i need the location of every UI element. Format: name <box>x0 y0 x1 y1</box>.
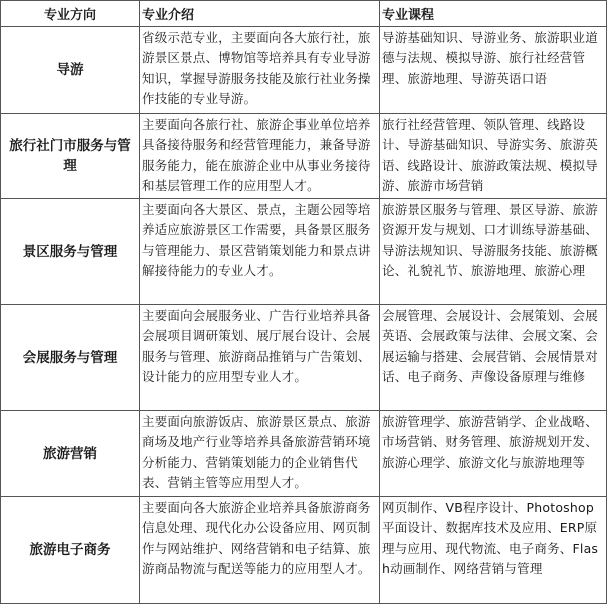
major-courses: 旅游景区服务与管理、景区导游、旅游资源开发与规划、口才训练导游基础、导游法规知识、导游服务技能、旅游概论、礼貌礼节、旅游地理、旅游心理 <box>380 199 607 305</box>
major-intro: 省级示范专业，主要面向各大旅行社，旅游景区景点、博物馆等培养具有专业导游知识，掌握导游服务技能及旅行社业务操作技能的专业导游。 <box>140 27 380 114</box>
major-intro: 主要面向各旅行社、旅游企事业单位培养具备接待服务和经营管理能力，兼备导游服务能力，能在旅游企业中从事业务接待和基层管理工作的应用型人才。 <box>140 114 380 199</box>
table-row <box>1 305 607 411</box>
major-intro: 主要面向旅游饭店、旅游景区景点、旅游商场及地产行业等培养具备旅游营销环境分析能力、营销策划能力的企业销售代表、营销主管等应用型人才。 <box>140 411 380 497</box>
header-row <box>1 1 607 27</box>
major-name: 旅行社门市服务与管理 <box>1 114 140 199</box>
major-name: 景区服务与管理 <box>1 199 140 305</box>
major-name: 会展服务与管理 <box>1 305 140 411</box>
major-courses: 会展管理、会展设计、会展策划、会展英语、会展政策与法律、会展文案、会展运输与搭建、会展营销、会展情景对话、电子商务、声像设备原理与维修 <box>380 305 607 411</box>
major-courses: 网页制作、VB程序设计、Photoshop平面设计、数据库技术及应用、ERP原理与应用、现代物流、电子商务、Flash动画制作、网络营销与管理 <box>380 497 607 604</box>
major-intro: 主要面向各大旅游企业培养具备旅游商务信息处理、现代化办公设备应用、网页制作与网站维护、网络营销和电子结算、旅游商品物流与配送等能力的应用型人才。 <box>140 497 380 604</box>
major-intro: 主要面向各大景区、景点，主题公园等培养适应旅游景区工作需要，具备景区服务与管理能力、景区营销策划能力和景点讲解接待能力的专业人才。 <box>140 199 380 305</box>
table-row <box>1 411 607 497</box>
header-major-direction: 专业方向 <box>1 1 140 27</box>
table-row <box>1 27 607 114</box>
header-major-intro: 专业介绍 <box>140 1 380 27</box>
major-name: 导游 <box>1 27 140 114</box>
major-courses: 旅游管理学、旅游营销学、企业战略、市场营销、财务管理、旅游规划开发、旅游心理学、旅游文化与旅游地理等 <box>380 411 607 497</box>
major-name: 旅游电子商务 <box>1 497 140 604</box>
table-row <box>1 497 607 604</box>
major-intro: 主要面向会展服务业、广告行业培养具备会展项目调研策划、展厅展台设计、会展服务与管理、旅游商品推销与广告策划、设计能力的应用型专业人才。 <box>140 305 380 411</box>
table-row <box>1 114 607 199</box>
major-name: 旅游营销 <box>1 411 140 497</box>
major-courses: 导游基础知识、导游业务、旅游职业道德与法规、模拟导游、旅行社经营管理、旅游地理、导游英语口语 <box>380 27 607 114</box>
major-courses: 旅行社经营管理、领队管理、线路设计、导游基础知识、导游实务、旅游英语、线路设计、旅游政策法规、模拟导游、旅游市场营销 <box>380 114 607 199</box>
header-major-courses: 专业课程 <box>380 1 607 27</box>
table-row <box>1 199 607 305</box>
